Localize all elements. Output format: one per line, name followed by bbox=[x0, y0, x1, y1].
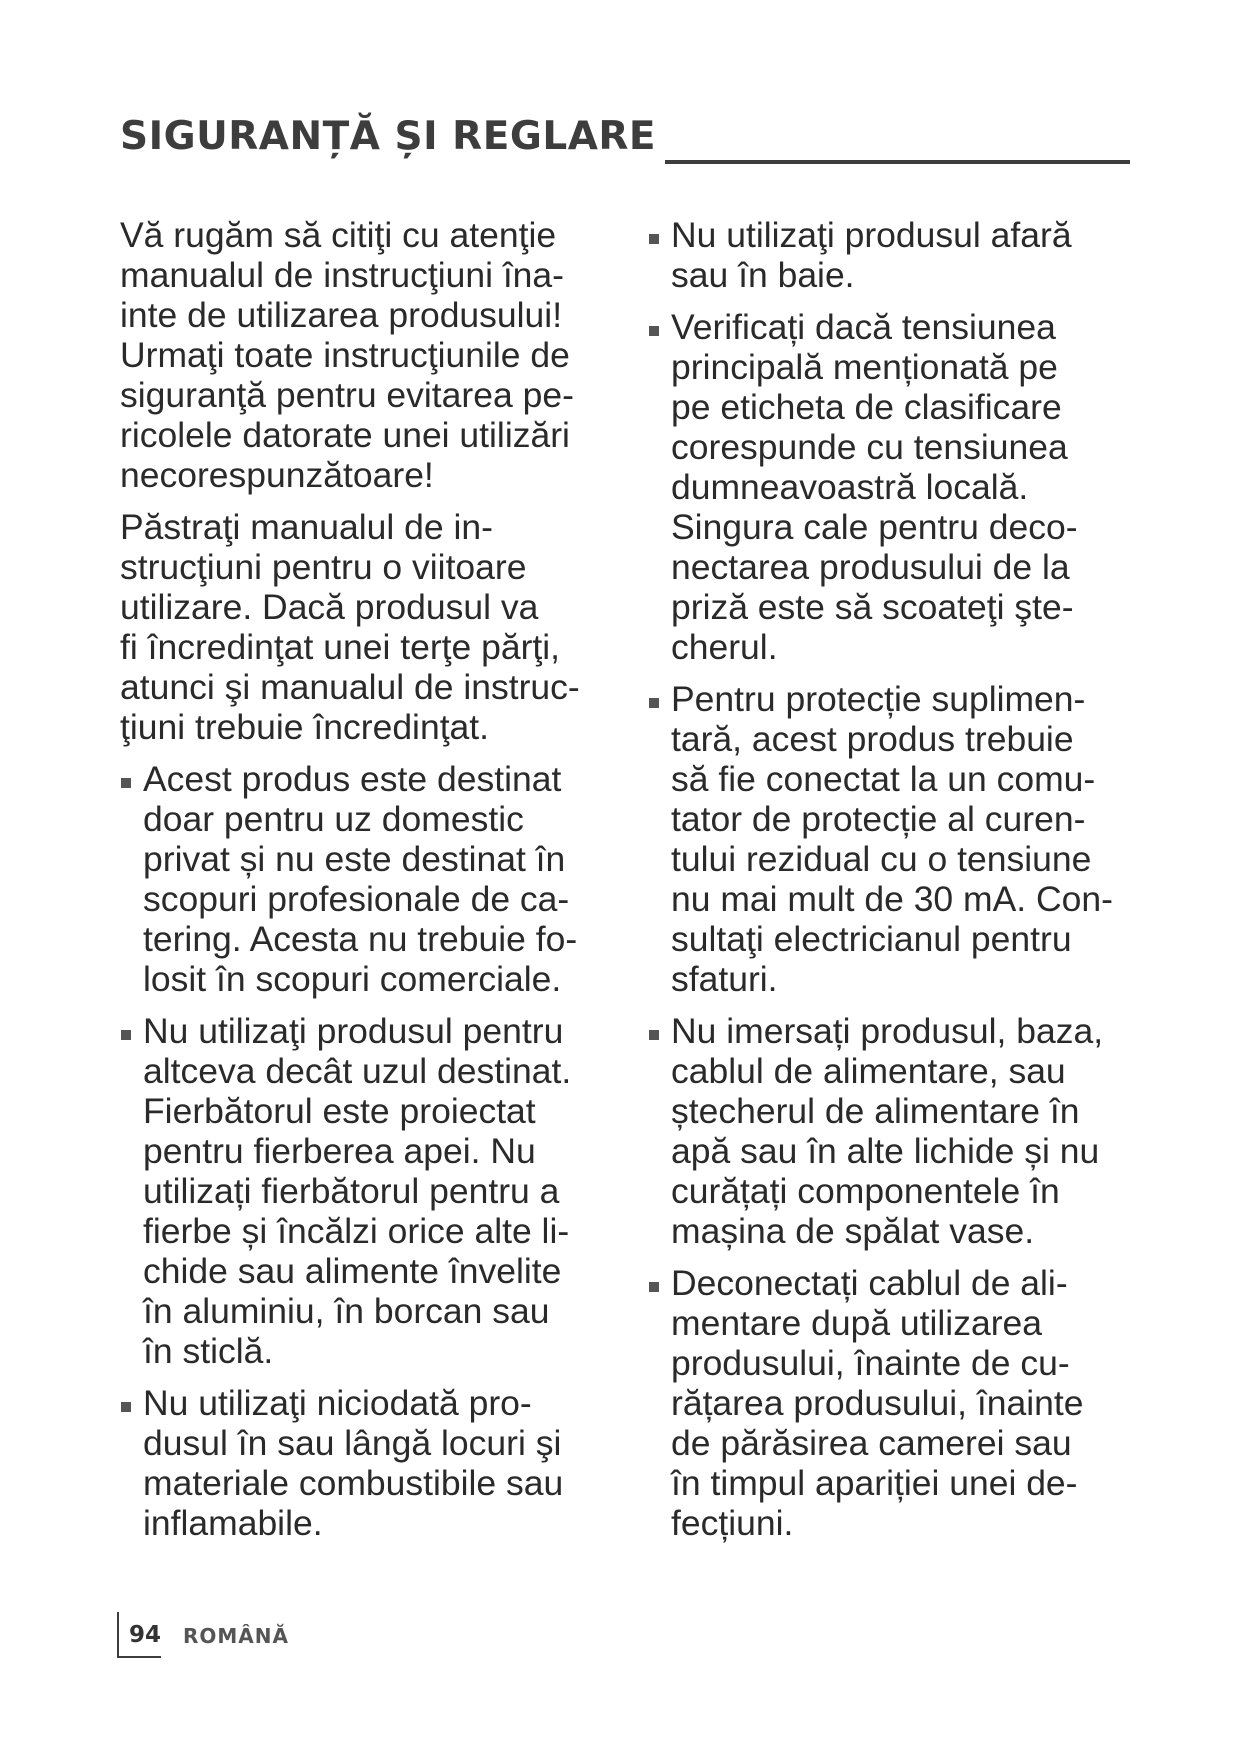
square-bullet-icon bbox=[121, 1402, 131, 1412]
list-item-text: Nu utilizaţi niciodată pro- dusul în sau lângă locuri şi materiale combustibile sau inflamabile. bbox=[143, 1383, 564, 1543]
square-bullet-icon bbox=[121, 778, 131, 788]
intro-paragraph: Vă rugăm să citiţi cu atenţie manualul de instrucţiuni îna- inte de utilizarea produsului! Urmaţi toate instrucţiunile de siguranţă pentru evitarea pe- ricolele datorate unei utilizări necorespunzătoare! bbox=[120, 215, 574, 495]
square-bullet-icon bbox=[649, 326, 659, 336]
square-bullet-icon bbox=[121, 1030, 131, 1040]
list-item-text: Verificați dacă tensiunea principală menționată pe pe eticheta de clasificare corespunde cu tensiunea dumneavoastră locală. Singura cale pentru deco- nectarea produsului de la priză este să scoateţi şte- cherul. bbox=[671, 307, 1078, 667]
page-title: SIGURANȚĂ ȘI REGLARE bbox=[120, 114, 657, 159]
footer-divider bbox=[117, 1612, 119, 1658]
square-bullet-icon bbox=[649, 1282, 659, 1292]
page-number: 94 bbox=[129, 1622, 162, 1648]
square-bullet-icon bbox=[649, 1030, 659, 1040]
list-item bbox=[648, 1011, 1138, 1251]
square-bullet-icon bbox=[649, 234, 659, 244]
list-item-text: Deconectați cablul de ali- mentare după utilizarea produsului, înainte de cu- rățarea produsului, înainte de părăsirea camerei sau în timpul apariției unei de- fecțiuni. bbox=[671, 1263, 1084, 1543]
list-item bbox=[120, 1011, 605, 1371]
right-column bbox=[648, 215, 1138, 1555]
list-item bbox=[648, 307, 1138, 667]
heading-rule bbox=[665, 160, 1130, 164]
list-item-text: Nu utilizaţi produsul pentru altceva decât uzul destinat. Fierbătorul este proiectat pentru fierberea apei. Nu utilizați fierbătorul pentru a fierbe și încălzi orice alte li- chide sau alimente învelite în aluminiu, în borcan sau în sticlă. bbox=[143, 1011, 572, 1371]
page-heading bbox=[120, 110, 1130, 170]
left-column bbox=[120, 215, 605, 1555]
page-footer bbox=[117, 1612, 417, 1658]
list-item bbox=[648, 215, 1138, 295]
list-item bbox=[648, 1263, 1138, 1543]
list-item bbox=[120, 1383, 605, 1543]
list-item-text: Pentru protecție suplimen- tară, acest produs trebuie să fie conectat la un comu- tator de protecție al curen- tului rezidual cu o tensiune nu mai mult de 30 mA. Con- sultaţi electricianul pentru sfaturi. bbox=[671, 679, 1113, 999]
list-item-text: Nu utilizaţi produsul afară sau în baie. bbox=[671, 215, 1072, 295]
intro-paragraph: Păstraţi manualul de in- strucţiuni pentru o viitoare utilizare. Dacă produsul va fi încredinţat unei terţe părţi, atunci şi manualul de instruc- ţiuni trebuie încredinţat. bbox=[120, 507, 580, 747]
footer-divider bbox=[117, 1656, 161, 1658]
list-item bbox=[648, 679, 1138, 999]
footer-language: ROMÂNĂ bbox=[183, 1624, 289, 1648]
list-item-text: Nu imersați produsul, baza, cablul de alimentare, sau ștecherul de alimentare în apă sau în alte lichide și nu curățați componentele în mașina de spălat vase. bbox=[671, 1011, 1104, 1251]
square-bullet-icon bbox=[649, 698, 659, 708]
list-item-text: Acest produs este destinat doar pentru uz domestic privat și nu este destinat în scopuri profesionale de ca- tering. Acesta nu trebuie fo- losit în scopuri comerciale. bbox=[143, 759, 578, 999]
list-item bbox=[120, 759, 605, 999]
